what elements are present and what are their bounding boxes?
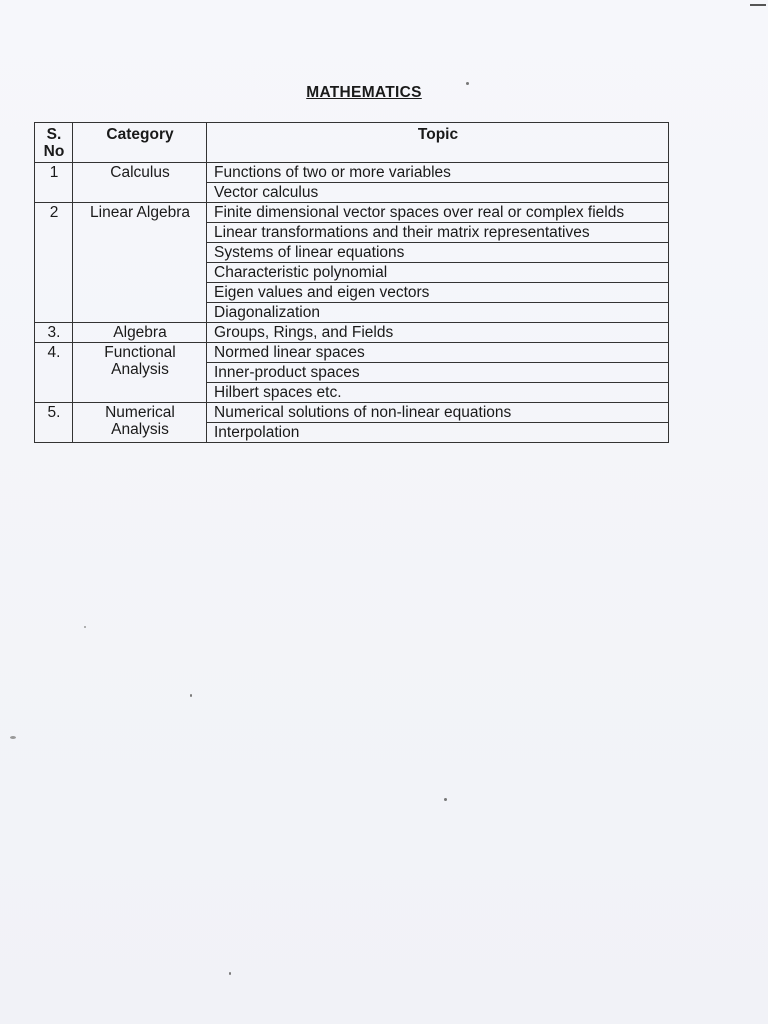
table-row xyxy=(35,343,669,363)
row-topic: Groups, Rings, and Fields xyxy=(207,323,669,343)
row-category: Linear Algebra xyxy=(73,203,207,323)
row-topic: Vector calculus xyxy=(207,183,669,203)
row-sno: 2 xyxy=(35,203,73,323)
row-topic: Finite dimensional vector spaces over real or complex fields xyxy=(207,203,669,223)
row-topic: Normed linear spaces xyxy=(207,343,669,363)
scan-speck xyxy=(444,798,447,801)
scan-speck xyxy=(466,82,469,85)
row-sno: 5. xyxy=(35,403,73,443)
syllabus-table xyxy=(34,122,669,443)
table-row xyxy=(35,203,669,223)
table-header-row xyxy=(35,123,669,163)
row-category: Functional Analysis xyxy=(73,343,207,403)
table-row xyxy=(35,163,669,183)
page-title: MATHEMATICS xyxy=(306,84,422,101)
scan-speck xyxy=(10,736,16,739)
header-topic: Topic xyxy=(207,123,669,163)
row-category: Calculus xyxy=(73,163,207,203)
scan-speck xyxy=(190,694,192,697)
row-category: Algebra xyxy=(73,323,207,343)
table-row xyxy=(35,403,669,423)
row-topic: Linear transformations and their matrix representatives xyxy=(207,223,669,243)
row-topic: Systems of linear equations xyxy=(207,243,669,263)
row-topic: Functions of two or more variables xyxy=(207,163,669,183)
scan-speck xyxy=(750,4,766,6)
row-topic: Characteristic polynomial xyxy=(207,263,669,283)
row-topic: Inner-product spaces xyxy=(207,363,669,383)
scan-speck xyxy=(84,626,86,628)
row-topic: Interpolation xyxy=(207,423,669,443)
row-topic: Diagonalization xyxy=(207,303,669,323)
row-topic: Numerical solutions of non-linear equations xyxy=(207,403,669,423)
scan-speck xyxy=(229,972,231,975)
table-body xyxy=(35,163,669,443)
row-topic: Eigen values and eigen vectors xyxy=(207,283,669,303)
row-category: Numerical Analysis xyxy=(73,403,207,443)
header-category: Category xyxy=(73,123,207,163)
row-sno: 3. xyxy=(35,323,73,343)
row-topic: Hilbert spaces etc. xyxy=(207,383,669,403)
table-row xyxy=(35,323,669,343)
row-sno: 1 xyxy=(35,163,73,203)
header-sno: S. No xyxy=(35,123,73,163)
row-sno: 4. xyxy=(35,343,73,403)
